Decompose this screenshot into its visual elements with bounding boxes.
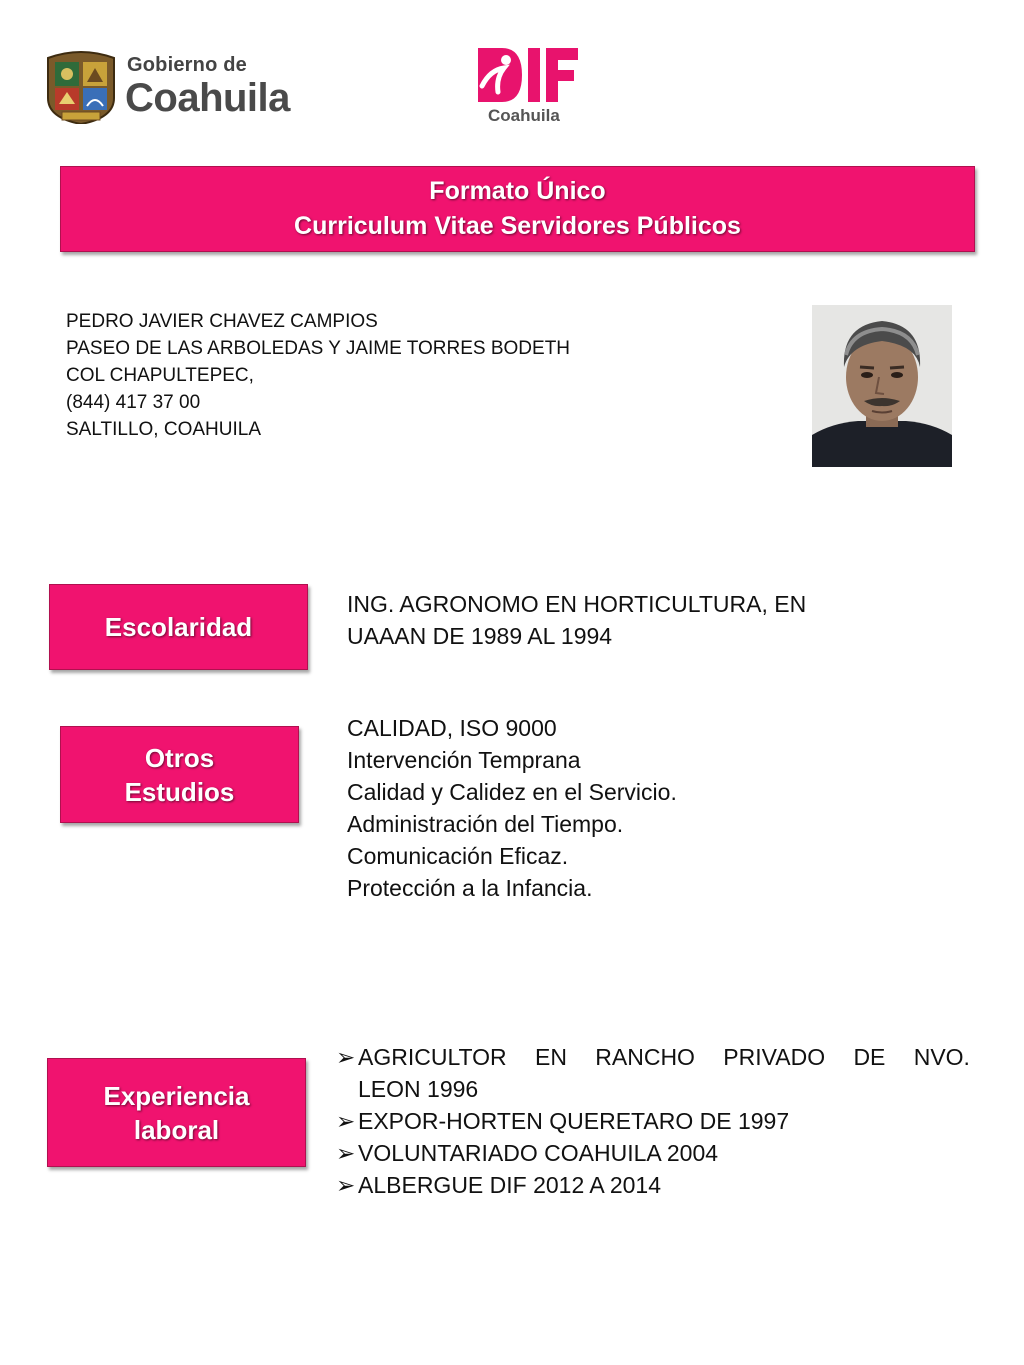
experiencia-list	[334, 1041, 970, 1201]
person-name: PEDRO JAVIER CHAVEZ CAMPIOS	[66, 311, 378, 332]
portrait-photo	[812, 305, 952, 467]
escolaridad-line: ING. AGRONOMO EN HORTICULTURA, EN	[347, 591, 807, 617]
experiencia-item	[334, 1137, 970, 1169]
word: DE	[853, 1044, 886, 1070]
experiencia-laboral-label	[47, 1058, 306, 1167]
experiencia-item	[334, 1041, 970, 1105]
dif-coahuila-text: Coahuila	[488, 106, 560, 125]
escolaridad-line: UAAAN DE 1989 AL 1994	[347, 623, 613, 649]
title-line2: Curriculum Vitae Servidores Públicos	[294, 212, 741, 240]
word: NVO.	[913, 1044, 970, 1070]
arrow-bullet-icon: ➢	[336, 1044, 356, 1070]
otros-estudios-item: Intervención Temprana	[347, 747, 581, 773]
experiencia-item	[334, 1105, 970, 1137]
title-line1: Formato Único	[429, 177, 606, 205]
contact-block	[66, 308, 570, 443]
word: AGRICULTOR	[358, 1044, 507, 1070]
title-banner	[60, 166, 975, 252]
experiencia-item-text: ALBERGUE DIF 2012 A 2014	[358, 1172, 662, 1198]
otros-estudios-item: Protección a la Infancia.	[347, 875, 593, 901]
word: PRIVADO	[723, 1044, 826, 1070]
dif-mark-icon	[476, 46, 580, 104]
otros-label-line2: Estudios	[124, 776, 235, 807]
otros-estudios-item: Administración del Tiempo.	[347, 811, 624, 837]
address-line: PASEO DE LAS ARBOLEDAS Y JAIME TORRES BODETH	[66, 338, 571, 359]
otros-estudios-list	[347, 712, 947, 904]
colonia-line: COL CHAPULTEPEC,	[66, 365, 254, 386]
arrow-bullet-icon: ➢	[336, 1140, 356, 1166]
coahuila-text: Coahuila	[125, 76, 290, 120]
experiencia-item-continuation: LEON 1996	[358, 1076, 479, 1102]
escolaridad-label: Escolaridad	[49, 584, 308, 670]
word: EN	[535, 1044, 567, 1070]
otros-estudios-item: Calidad y Calidez en el Servicio.	[347, 779, 677, 805]
experiencia-item	[334, 1169, 970, 1201]
gobierno-coahuila-logo	[44, 46, 304, 126]
gobierno-de-text: Gobierno de	[127, 54, 247, 76]
exp-label-line2: laboral	[133, 1114, 220, 1145]
arrow-bullet-icon: ➢	[336, 1172, 356, 1198]
exp-label-line1: Experiencia	[103, 1080, 250, 1111]
phone-line: (844) 417 37 00	[66, 392, 201, 413]
otros-estudios-item: Comunicación Eficaz.	[347, 843, 569, 869]
dif-coahuila-logo	[476, 46, 586, 130]
otros-label-line1: Otros	[144, 742, 215, 773]
experiencia-item-first-line	[358, 1041, 970, 1073]
arrow-bullet-icon: ➢	[336, 1108, 356, 1134]
escolaridad-text	[347, 588, 927, 652]
coahuila-crest-icon	[44, 48, 118, 124]
experiencia-item-text: VOLUNTARIADO COAHUILA 2004	[358, 1140, 719, 1166]
otros-estudios-item: CALIDAD, ISO 9000	[347, 715, 557, 741]
word: RANCHO	[595, 1044, 695, 1070]
city-line: SALTILLO, COAHUILA	[66, 419, 261, 440]
experiencia-item-text: EXPOR-HORTEN QUERETARO DE 1997	[358, 1108, 790, 1134]
otros-estudios-label	[60, 726, 299, 823]
